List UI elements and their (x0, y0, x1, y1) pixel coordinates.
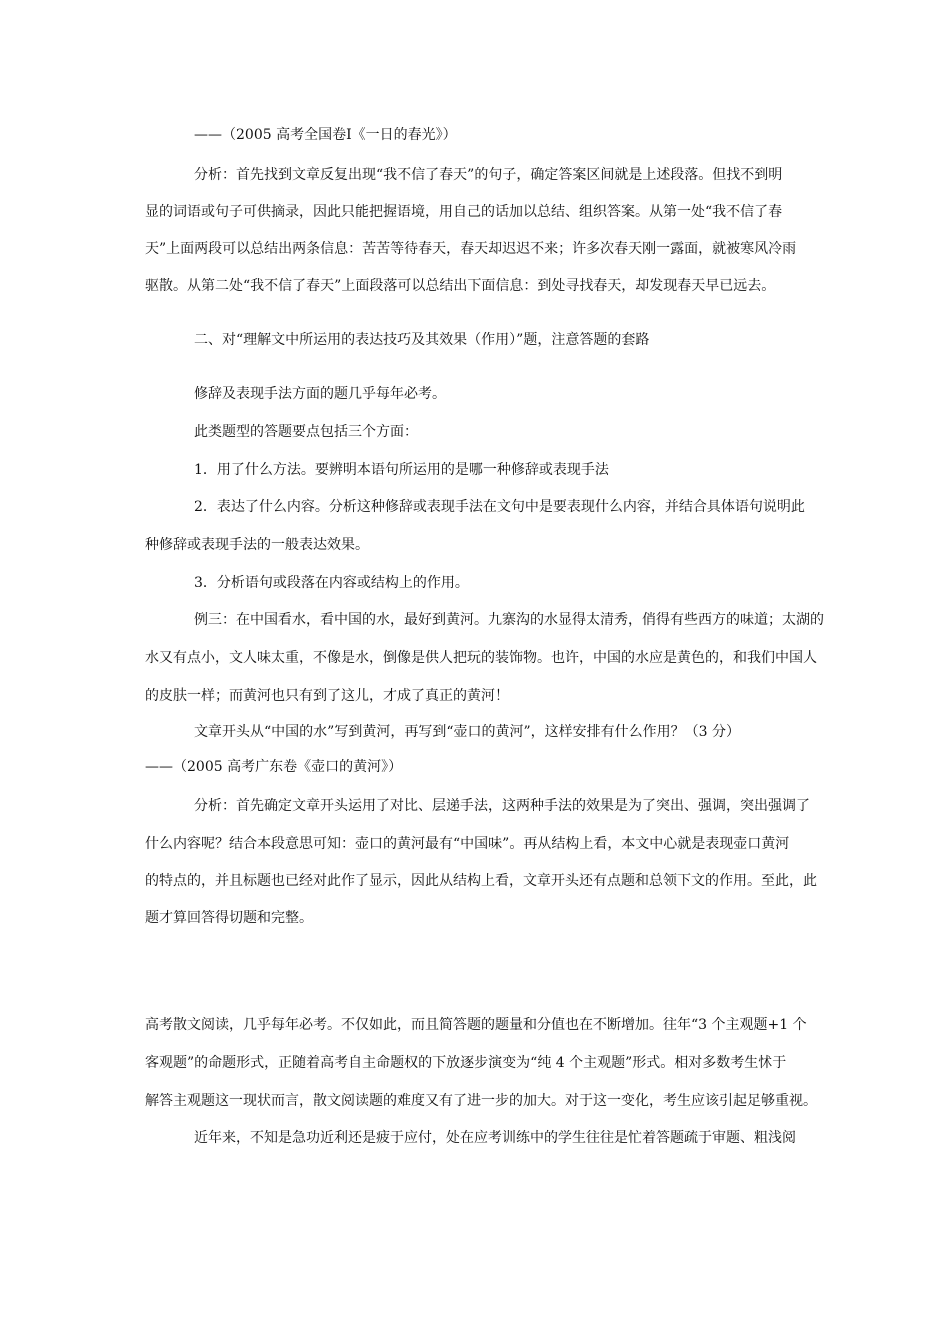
analysis-2-line-1: 分析：首先确定文章开头运用了对比、层递手法，这两种手法的效果是为了突出、强调，突出强调了 (194, 798, 810, 814)
analysis-2-line-3: 的特点的，并且标题也已经对此作了显示，因此从结构上看，文章开头还有点题和总领下文的作用。至此，此 (145, 873, 817, 889)
essay-intro-line-2: 客观题”的命题形式，正随着高考自主命题权的下放逐步演变为“纯 4 个主观题”形式。相对多数考生怵于 (145, 1055, 787, 1071)
points-intro: 此类题型的答题要点包括三个方面： (194, 424, 418, 440)
point-2-line-2: 种修辞或表现手法的一般表达效果。 (145, 537, 369, 553)
example-3-line-3: 的皮肤一样；而黄河也只有到了这儿，才成了真正的黄河！ (145, 688, 509, 704)
example-3-line-1: 例三：在中国看水，看中国的水，最好到黄河。九寨沟的水显得太清秀，俏得有些西方的味道；太湖的 (194, 612, 824, 628)
intro-line: 修辞及表现手法方面的题几乎每年必考。 (194, 386, 446, 402)
analysis-2-line-4: 题才算回答得切题和完整。 (145, 910, 313, 926)
point-3: 3．分析语句或段落在内容或结构上的作用。 (194, 575, 469, 591)
source-citation-1: ——（2005 高考全国卷Ⅰ《一日的春光》） (194, 127, 457, 143)
analysis-1-line-2: 显的词语或句子可供摘录，因此只能把握语境，用自己的话加以总结、组织答案。从第一处“我不信了春 (145, 204, 783, 220)
section-heading-2: 二、对“理解文中所运用的表达技巧及其效果（作用）”题，注意答题的套路 (194, 332, 650, 348)
example-3-line-2: 水又有点小，文人味太重，不像是水，倒像是供人把玩的装饰物。也许，中国的水应是黄色的，和我们中国人 (145, 650, 817, 666)
point-2-line-1: 2．表达了什么内容。分析这种修辞或表现手法在文句中是要表现什么内容，并结合具体语句说明此 (194, 499, 805, 515)
essay-para-2-line-1: 近年来，不知是急功近利还是疲于应付，处在应考训练中的学生往往是忙着答题疏于审题、粗浅阅 (194, 1130, 796, 1146)
source-citation-2: ——（2005 高考广东卷《壶口的黄河》） (145, 759, 403, 775)
analysis-1-line-4: 驱散。从第二处“我不信了春天”上面段落可以总结出下面信息：到处寻找春天，却发现春天早已远去。 (145, 278, 776, 294)
essay-intro-line-3: 解答主观题这一现状而言，散文阅读题的难度又有了进一步的加大。对于这一变化，考生应该引起足够重视。 (145, 1093, 817, 1109)
analysis-2-line-2: 什么内容呢？结合本段意思可知：壶口的黄河最有“中国味”。再从结构上看，本文中心就是表现壶口黄河 (145, 836, 790, 852)
analysis-1-line-3: 天”上面两段可以总结出两条信息：苦苦等待春天，春天却迟迟不来；许多次春天刚一露面，就被寒风冷雨 (145, 241, 797, 257)
essay-intro-line-1: 高考散文阅读，几乎每年必考。不仅如此，而且简答题的题量和分值也在不断增加。往年“3 个主观题+1 个 (145, 1017, 807, 1033)
point-1: 1．用了什么方法。要辨明本语句所运用的是哪一种修辞或表现手法 (194, 462, 609, 478)
question-line: 文章开头从“中国的水”写到黄河，再写到“壶口的黄河”，这样安排有什么作用？（3 分） (194, 724, 740, 740)
analysis-1-line-1: 分析：首先找到文章反复出现“我不信了春天”的句子，确定答案区间就是上述段落。但找不到明 (194, 167, 783, 183)
